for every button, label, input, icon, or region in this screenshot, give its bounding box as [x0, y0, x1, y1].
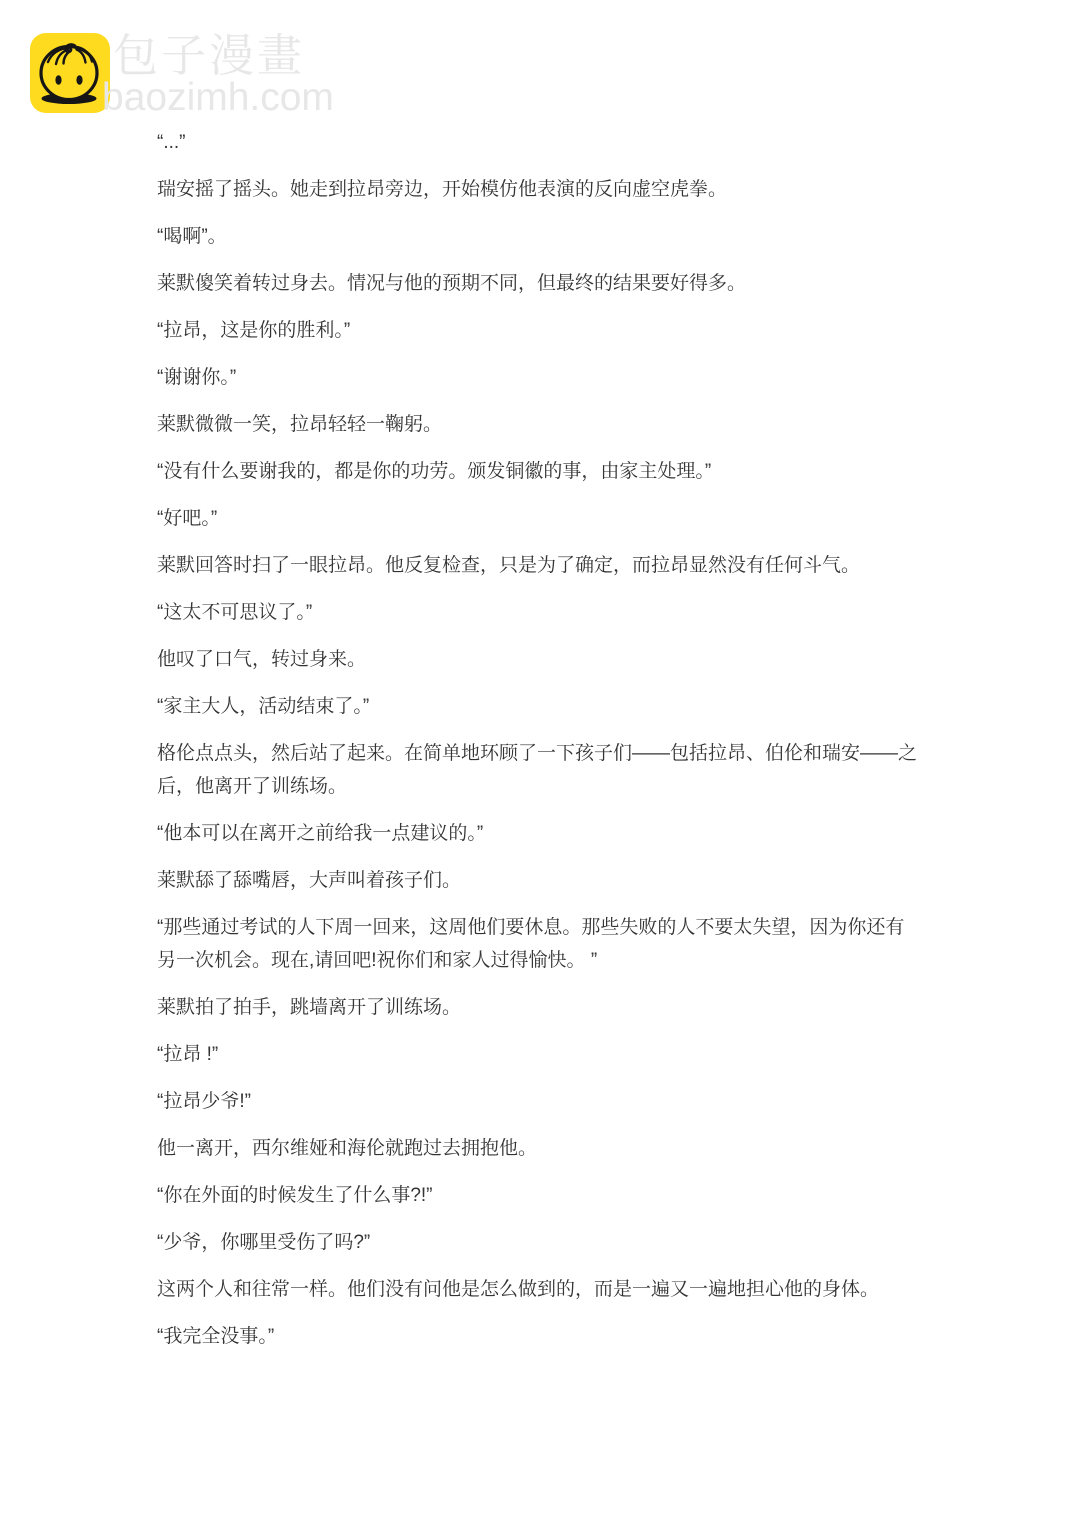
paragraph-10: 莱默回答时扫了一眼拉昂。他反复检查，只是为了确定，而拉昂显然没有任何斗气。 [157, 555, 861, 576]
site-brand[interactable] [0, 0, 360, 130]
paragraph-25: “我完全没事。” [157, 1326, 275, 1347]
paragraph-6: “谢谢你。” [157, 367, 237, 388]
paragraph-3: “喝啊”。 [157, 226, 227, 247]
paragraph-7: 莱默微微一笑，拉昂轻轻一鞠躬。 [157, 414, 443, 435]
paragraph-14: 格伦点点头，然后站了起来。在简单地环顾了一下孩子们——包括拉昂、伯伦和瑞安——之后，他离开了训练场。 [157, 743, 918, 797]
paragraph-23: “少爷，你哪里受伤了吗?” [157, 1232, 371, 1253]
paragraph-22: “你在外面的时候发生了什么事?!” [157, 1185, 433, 1206]
chapter-text [157, 126, 921, 1367]
paragraph-17: “那些通过考试的人下周一回来，这周他们要休息。那些失败的人不要太失望，因为你还有另一次机会。现在,请回吧!祝你们和家人过得愉快。 ” [157, 917, 905, 971]
paragraph-21: 他一离开，西尔维娅和海伦就跑过去拥抱他。 [157, 1138, 538, 1159]
paragraph-11: “这太不可思议了。” [157, 602, 313, 623]
paragraph-16: 莱默舔了舔嘴唇，大声叫着孩子们。 [157, 870, 462, 891]
paragraph-12: 他叹了口气，转过身来。 [157, 649, 367, 670]
paragraph-19: “拉昂 !” [157, 1044, 219, 1065]
site-title-watermark[interactable]: 包子漫畫 [113, 30, 306, 81]
paragraph-18: 莱默拍了拍手，跳墙离开了训练场。 [157, 997, 462, 1018]
paragraph-24: 这两个人和往常一样。他们没有问他是怎么做到的，而是一遍又一遍地担心他的身体。 [157, 1279, 880, 1300]
paragraph-5: “拉昂，这是你的胜利。” [157, 320, 351, 341]
paragraph-9: “好吧。” [157, 508, 218, 529]
baozi-bun-icon[interactable] [30, 33, 110, 113]
paragraph-13: “家主大人，活动结束了。” [157, 696, 370, 717]
paragraph-15: “他本可以在离开之前给我一点建议的。” [157, 823, 484, 844]
paragraph-4: 莱默傻笑着转过身去。情况与他的预期不同，但最终的结果要好得多。 [157, 273, 747, 294]
paragraph-2: 瑞安摇了摇头。她走到拉昂旁边，开始模仿他表演的反向虚空虎拳。 [157, 179, 728, 200]
paragraph-8: “没有什么要谢我的，都是你的功劳。颁发铜徽的事，由家主处理。” [157, 461, 712, 482]
paragraph-1: “...” [157, 132, 186, 153]
site-domain-watermark[interactable]: baozimh.com [102, 76, 334, 119]
paragraph-20: “拉昂少爷!” [157, 1091, 251, 1112]
